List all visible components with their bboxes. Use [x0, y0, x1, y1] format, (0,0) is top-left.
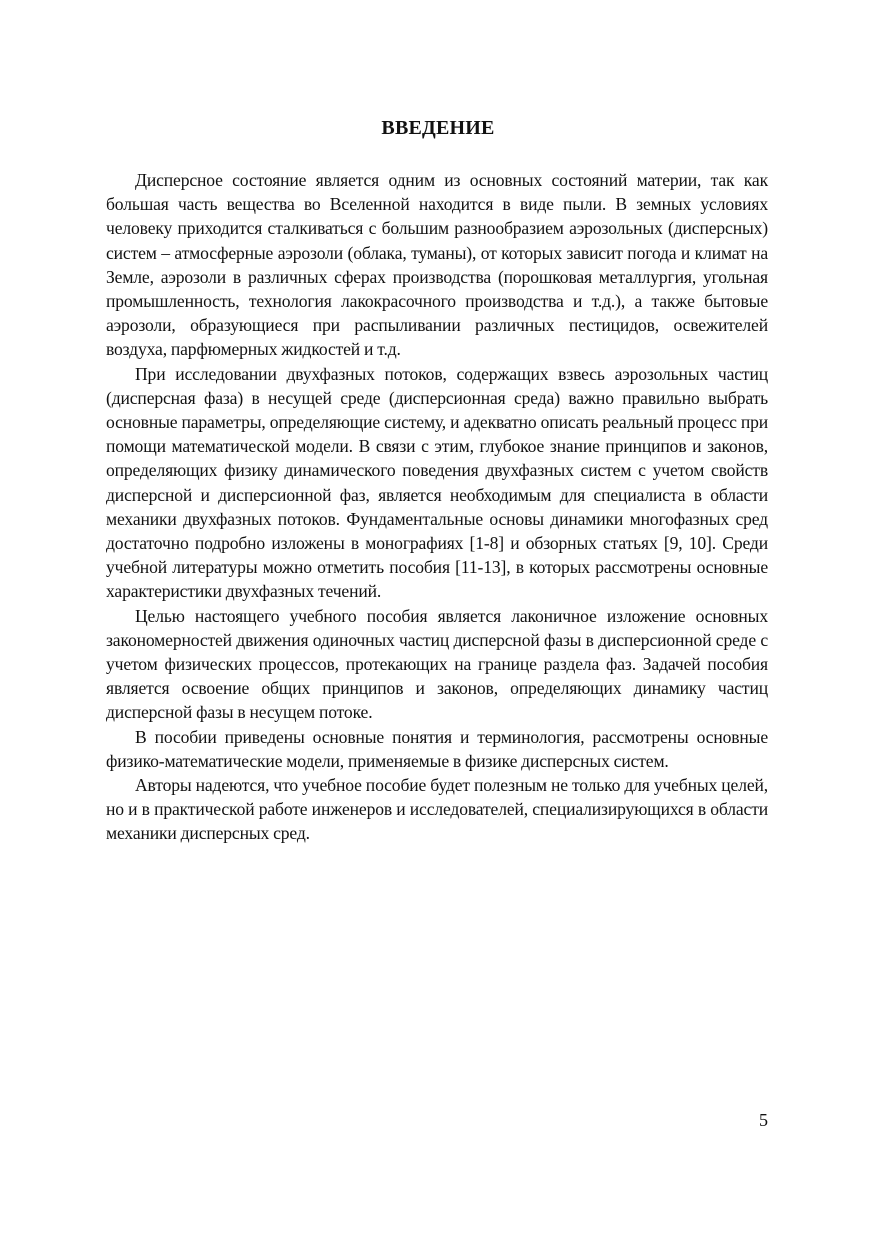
body-text	[106, 168, 768, 846]
page-number: 5	[759, 1110, 768, 1130]
paragraph: Целью настоящего учебного пособия является лаконичное изложение основных закономерностей движения одиночных частиц дисперсной фазы в дисперсионной среде с учетом физических процессов, протекающих на границе раздела фаз. Задачей пособия является освоение общих принципов и законов, определяющих динамику частиц дисперсной фазы в несущем потоке.	[106, 605, 768, 723]
paragraph: Авторы надеются, что учебное пособие будет полезным не только для учебных целей, но и в практической работе инженеров и исследователей, специализирующихся в области механики дисперсных сред.	[106, 775, 768, 844]
page-title: ВВЕДЕНИЕ	[381, 117, 495, 139]
paragraph: При исследовании двухфазных потоков, содержащих взвесь аэрозольных частиц (дисперсная фаза) в несущей среде (дисперсионная среда) важно правильно выбрать основные параметры, определяющие систему, и адекватно описать реальный процесс при помощи математической модели. В связи с этим, глубокое знание принципов и законов, определяющих физику динамического поведения двухфазных систем с учетом свойств дисперсной и дисперсионной фаз, является необходимым для специалиста в области механики двухфазных потоков. Фундаментальные основы динамики многофазных сред достаточно подробно изложены в монографиях [1-8] и обзорных статьях [9, 10]. Среди учебной литературы можно отметить пособия [11-13], в которых рассмотрены основные характеристики двухфазных течений.	[106, 363, 768, 602]
paragraph: В пособии приведены основные понятия и терминология, рассмотрены основные физико-математические модели, применяемые в физике дисперсных систем.	[106, 726, 768, 771]
paragraph: Дисперсное состояние является одним из основных состояний материи, так как большая часть вещества во Вселенной находится в виде пыли. В земных условиях человеку приходится сталкиваться с большим разнообразием аэрозольных (дисперсных) систем – атмосферные аэрозоли (облака, туманы), от которых зависит погода и климат на Земле, аэрозоли в различных сферах производства (порошковая металлургия, угольная промышленность, технология лакокрасочного производства и т.д.), а также бытовые аэрозоли, образующиеся при распыливании различных пестицидов, освежителей воздуха, парфюмерных жидкостей и т.д.	[106, 170, 768, 360]
